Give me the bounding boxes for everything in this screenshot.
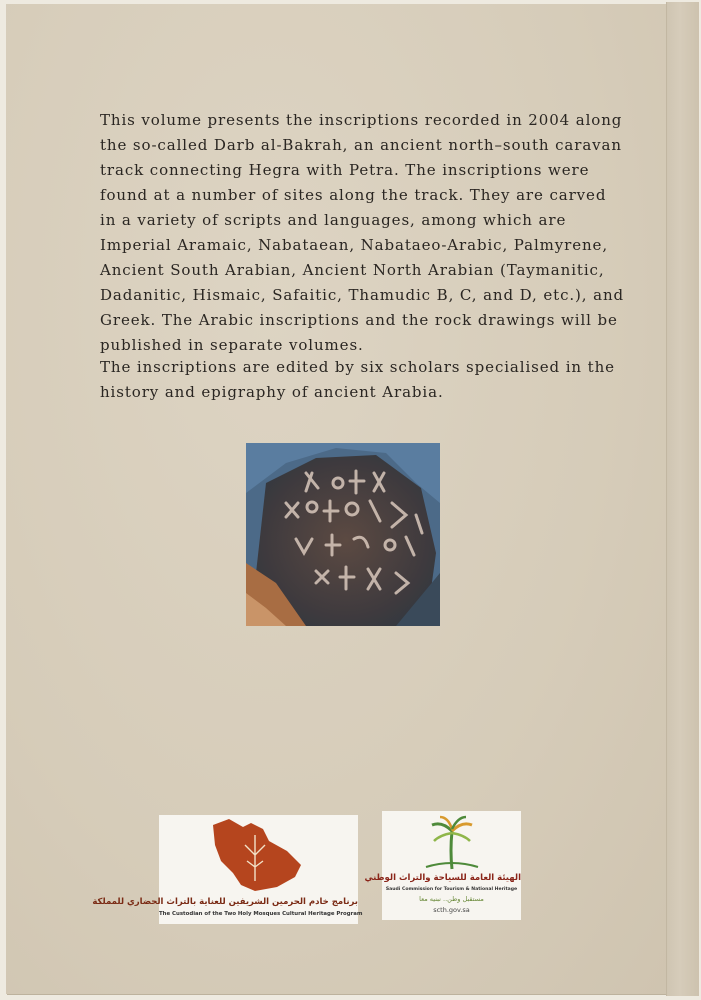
rock-inscription-photo: [246, 443, 440, 626]
saudi-map-icon: [159, 815, 358, 895]
scth-english-name: Saudi Commission for Tourism & National Heritage: [385, 887, 518, 892]
scth-arabic-name: الهيئة العامة للسياحة والتراث الوطني: [364, 873, 521, 883]
scth-arabic-slogan: مستقبل وطن.. نبنيه معا: [419, 895, 484, 903]
description-paragraph: This volume presents the inscriptions recorded in 2004 along the so-called Darb al-Bakrah, an ancient north–south caravan track connecting Hegra with Petra. The inscriptions were found at a number of sites along the track. They are carved in a variety of scripts and languages, among which are Imperial Aramaic, Nabataean, Nabataeo-Arabic, Palmyrene, Ancient South Arabian, Ancient North Arabian (Taymanitic, Dadanitic, Hismaic, Safaitic, Thamudic B, C, and D, etc.), and Greek. The Arabic inscriptions and the rock drawings will be published in separate volumes.: [100, 111, 625, 354]
custodian-program-logo: [92, 815, 363, 924]
editors-paragraph: The inscriptions are edited by six scholars specialised in the history and epigraphy of ancient Arabia.: [100, 358, 615, 401]
book-spine: [666, 2, 699, 996]
custodian-arabic-text: برنامج خادم الحرمين الشريفين للعناية بالتراث الحضاري للمملكة: [92, 897, 358, 907]
custodian-english-text: The Custodian of the Two Holy Mosques Cultural Heritage Program: [159, 911, 363, 917]
scth-logo: [364, 811, 521, 920]
palm-tree-icon: [382, 811, 521, 873]
scth-website: scth.gov.sa: [433, 906, 470, 914]
